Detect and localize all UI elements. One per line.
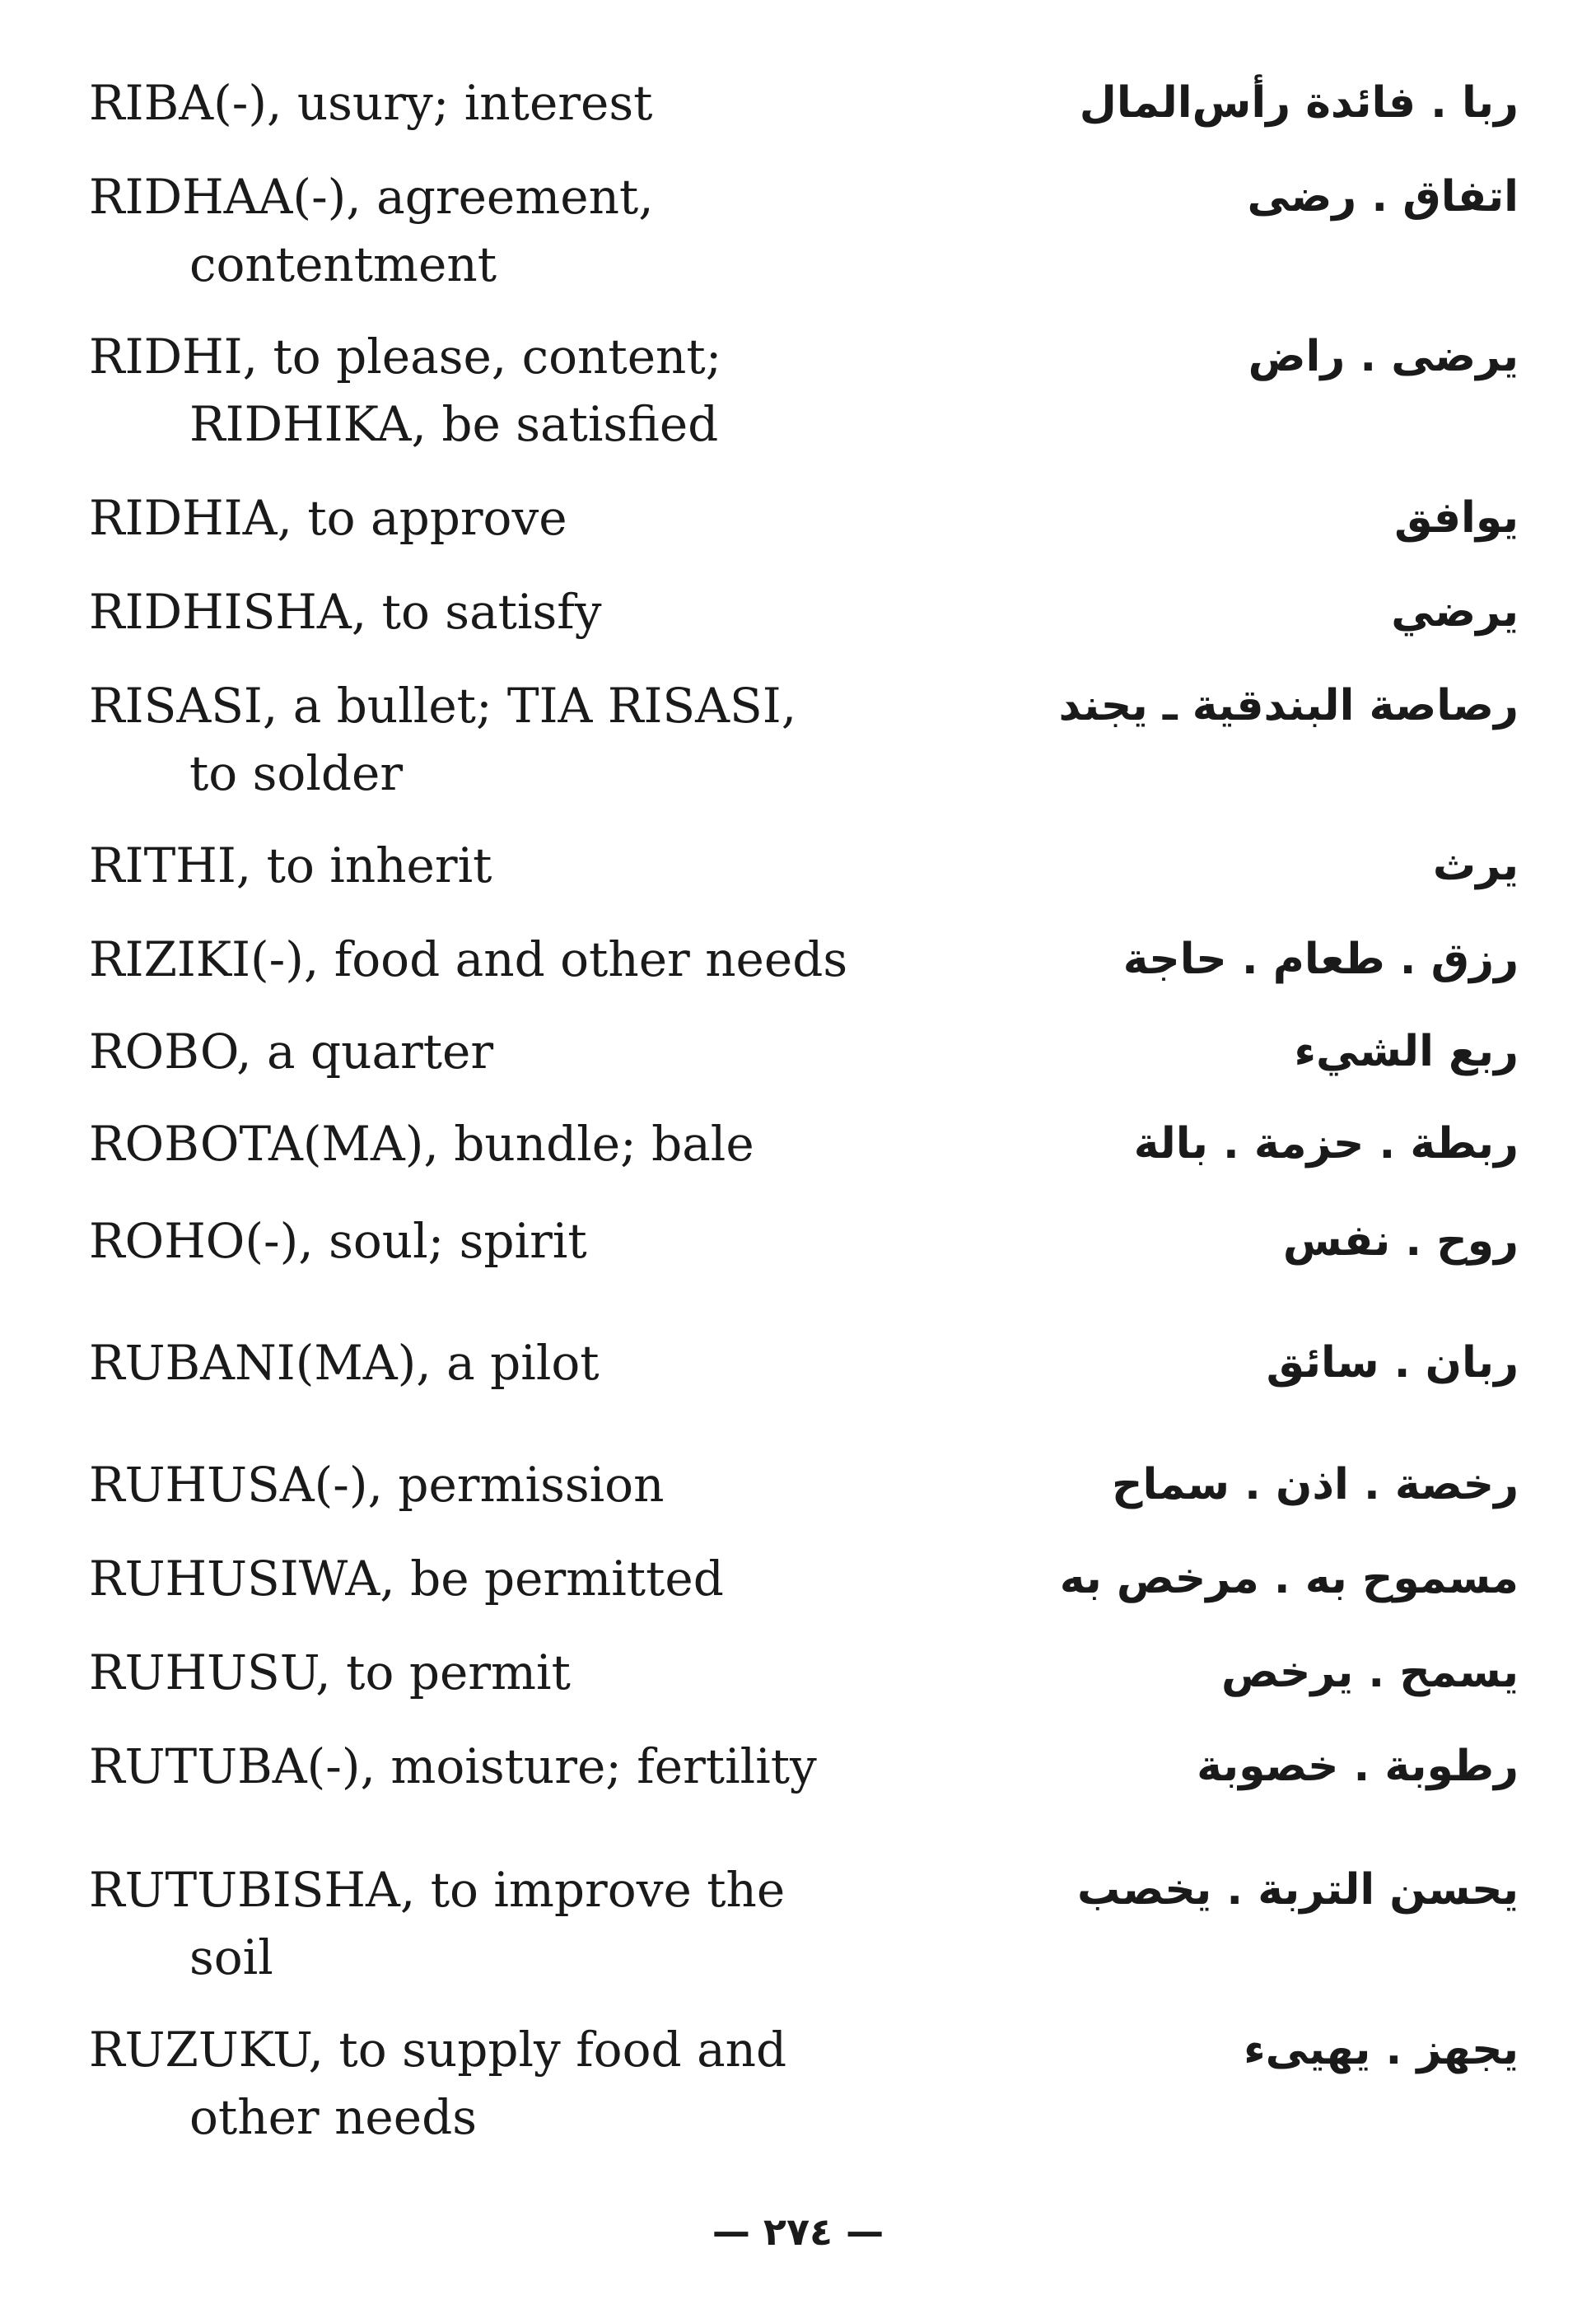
page-number: — ٢٧٤ — xyxy=(712,2209,884,2254)
definition-line: ROHO(-), soul; spirit xyxy=(89,1213,587,1269)
english-definition xyxy=(89,484,880,552)
english-definition xyxy=(89,1329,880,1397)
arabic-translation: ربع الشيء xyxy=(1294,1027,1519,1076)
english-definition xyxy=(89,1018,880,1085)
arabic-translation: يرضى . راض xyxy=(1248,332,1519,381)
definition-line: RUZUKU, to supply food and xyxy=(89,2022,787,2078)
arabic-translation: رطوبة . خصوبة xyxy=(1197,1742,1519,1791)
definition-line: RUHUSA(-), permission xyxy=(89,1457,665,1513)
arabic-translation: ربطة . حزمة . بالة xyxy=(1133,1119,1519,1168)
arabic-translation: رصاصة البندقية ـ يجند xyxy=(1058,681,1519,730)
definition-line: RIDHIA, to approve xyxy=(89,490,567,546)
arabic-translation: يوافق xyxy=(1394,493,1519,543)
english-definition xyxy=(89,1110,880,1178)
english-definition xyxy=(89,323,880,458)
definition-line: RITHI, to inherit xyxy=(89,837,492,893)
definition-line: RIDHAA(-), agreement, xyxy=(89,169,654,225)
definition-line: RIDHISHA, to satisfy xyxy=(89,584,602,640)
english-definition xyxy=(89,69,880,137)
definition-continuation: soil xyxy=(189,1929,273,1985)
arabic-translation: يرضي xyxy=(1391,587,1519,637)
definition-line: ROBOTA(MA), bundle; bale xyxy=(89,1116,754,1172)
english-definition xyxy=(89,1856,880,1991)
english-definition xyxy=(89,1733,880,1800)
arabic-translation: رزق . طعام . حاجة xyxy=(1122,935,1519,984)
definition-line: ROBO, a quarter xyxy=(89,1024,494,1080)
english-definition xyxy=(89,2016,880,2151)
english-definition xyxy=(89,578,880,646)
definition-line: RIBA(-), usury; interest xyxy=(89,75,653,131)
definition-continuation: contentment xyxy=(189,236,497,292)
arabic-translation: رخصة . اذن . سماح xyxy=(1112,1460,1519,1509)
definition-line: RIZIKI(-), food and other needs xyxy=(89,931,848,987)
english-definition xyxy=(89,1545,880,1612)
english-definition xyxy=(89,672,880,807)
definition-line: RISASI, a bullet; TIA RISASI, xyxy=(89,678,797,734)
definition-line: RUTUBA(-), moisture; fertility xyxy=(89,1738,817,1794)
english-definition xyxy=(89,163,880,298)
definition-continuation: RIDHIKA, be satisfied xyxy=(189,396,719,452)
definition-line: RUBANI(MA), a pilot xyxy=(89,1335,600,1391)
arabic-translation: يجهز . يهيىء xyxy=(1244,2025,1519,2074)
definition-line: RUTUBISHA, to improve the xyxy=(89,1862,786,1918)
arabic-translation: اتفاق . رضى xyxy=(1247,172,1519,222)
arabic-translation: ربان . سائق xyxy=(1266,1338,1519,1388)
arabic-translation: مسموح به . مرخص به xyxy=(1059,1554,1519,1603)
english-definition xyxy=(89,1207,880,1275)
arabic-translation: يرث xyxy=(1432,841,1519,890)
arabic-translation: يسمح . يرخص xyxy=(1220,1648,1519,1697)
english-definition xyxy=(89,1451,880,1518)
english-definition xyxy=(89,1639,880,1706)
definition-continuation: to solder xyxy=(189,745,404,801)
arabic-translation: يحسن التربة . يخصب xyxy=(1076,1865,1519,1915)
english-definition xyxy=(89,926,880,993)
definition-line: RUHUSU, to permit xyxy=(89,1644,571,1700)
definition-continuation: other needs xyxy=(189,2089,477,2145)
arabic-translation: روح . نفس xyxy=(1282,1216,1519,1266)
definition-line: RUHUSIWA, be permitted xyxy=(89,1551,724,1607)
english-definition xyxy=(89,832,880,899)
arabic-translation: ربا . فائدة رأس‌المال xyxy=(1079,78,1519,128)
definition-line: RIDHI, to please, content; xyxy=(89,329,722,385)
